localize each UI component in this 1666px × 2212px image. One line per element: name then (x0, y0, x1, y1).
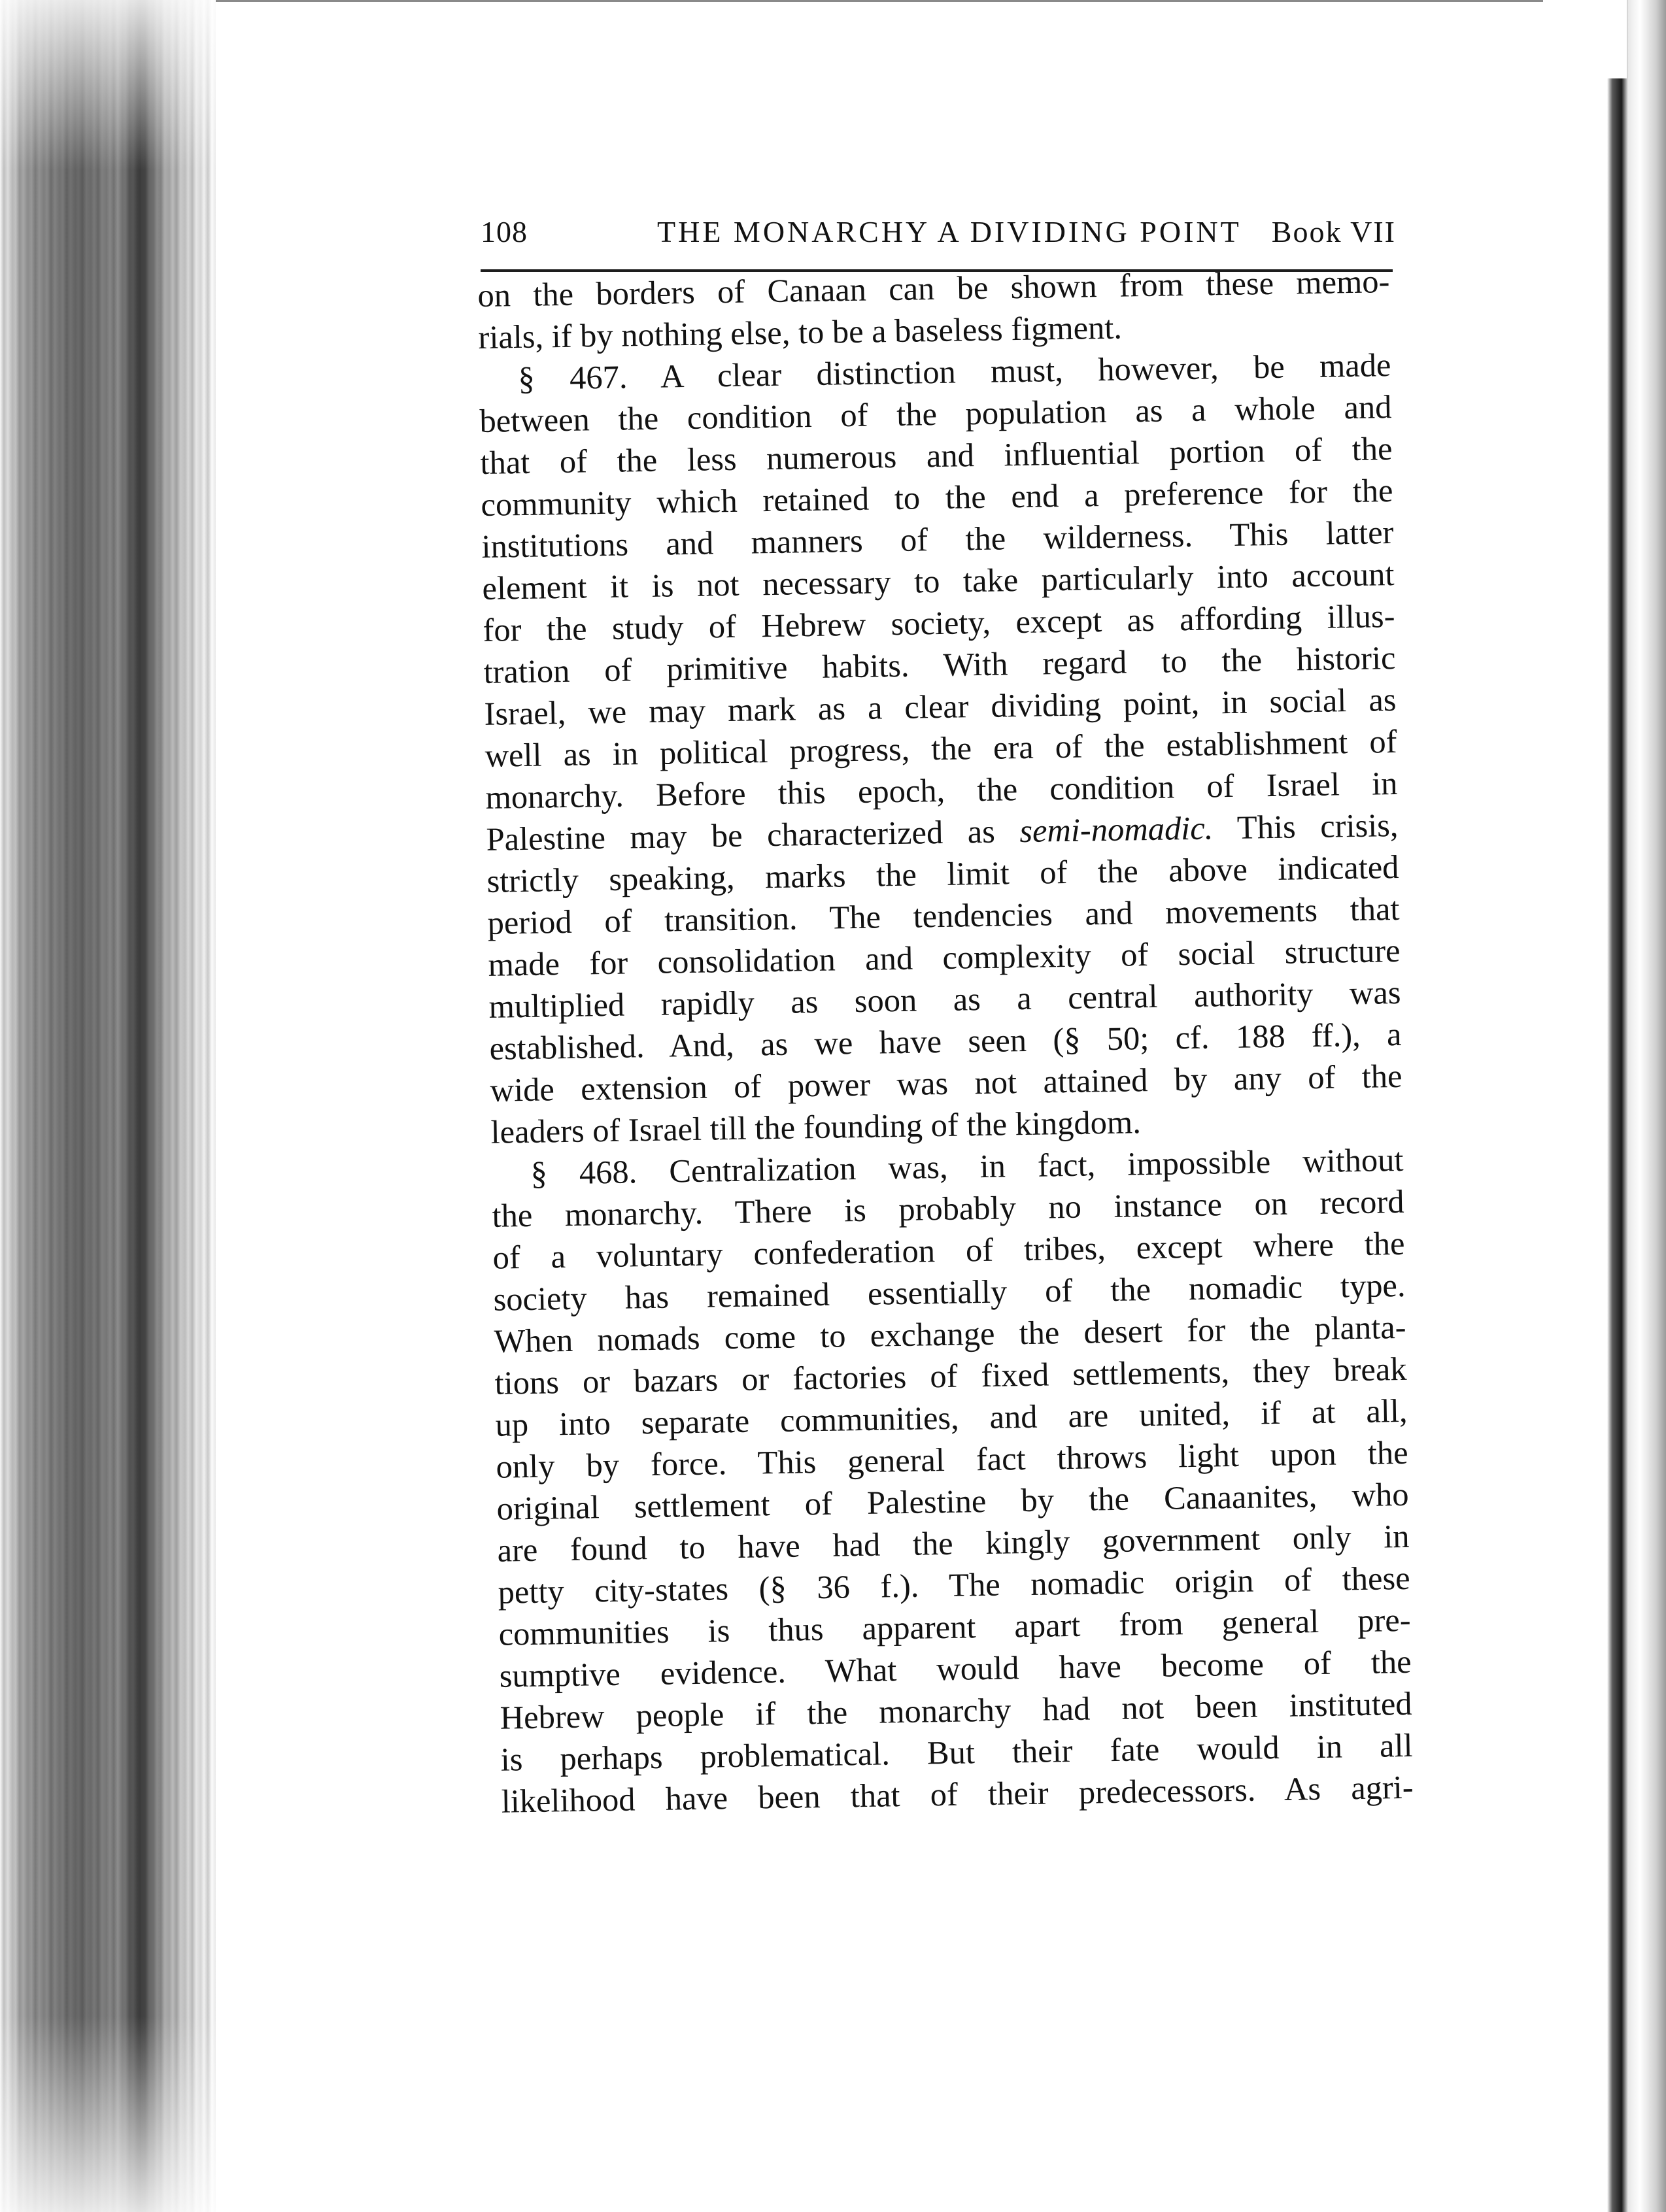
text-line: between the condition of the population as a whole and (479, 388, 1392, 439)
text-line: well as in political progress, the era of the establishment of (484, 723, 1397, 774)
text-line: rials, if by nothing else, to be a baseless figment. (478, 309, 1123, 356)
text-line: monarchy. Before this epoch, the condition of Israel in (485, 764, 1398, 816)
text-line: period of transition. The tendencies and movements that (487, 890, 1400, 941)
text-line: up into separate communities, and are united, if at all, (495, 1392, 1408, 1443)
text-line: likelihood have been that of their predecessors. As agri- (501, 1768, 1414, 1820)
text-line: tration of primitive habits. With regard to the historic (483, 639, 1396, 690)
page-number: 108 (481, 215, 528, 248)
text-segment: Palestine may be characterized as (486, 813, 1020, 858)
running-header (481, 214, 1396, 260)
text-line: original settlement of Palestine by the Canaanites, who (496, 1475, 1409, 1527)
text-line: When nomads come to exchange the desert for the planta- (494, 1308, 1406, 1360)
text-line: established. And, as we have seen (§ 50; cf. 188 ff.), a (489, 1015, 1402, 1067)
text-line: made for consolidation and complexity of social structure (488, 931, 1401, 983)
facing-page-edge (1542, 0, 1666, 2212)
text-line: Hebrew people if the monarchy had not been instituted (500, 1684, 1412, 1736)
text-line: for the study of Hebrew society, except as affording illus- (483, 597, 1395, 648)
paragraph-start-468: § 468. Centralization was, in fact, impossible without (530, 1141, 1404, 1192)
book-binding-gutter (0, 0, 216, 2212)
text-line: institutions and manners of the wilderness. This latter (481, 514, 1394, 565)
text-line: multiplied rapidly as soon as a central authority was (488, 973, 1401, 1025)
text-line: society has remained essentially of the nomadic type. (493, 1266, 1406, 1318)
text-line: element it is not necessary to take particularly into account (482, 556, 1395, 607)
text-line: community which retained to the end a preference for the (481, 472, 1393, 523)
text-line: strictly speaking, marks the limit of the above indicated (486, 848, 1399, 899)
text-line: tions or bazars or factories of fixed settlements, they break (494, 1350, 1407, 1401)
text-line: on the borders of Canaan can be shown from these memo- (477, 263, 1390, 314)
paragraph-start-467: § 467. A clear distinction must, however, be made (518, 346, 1391, 397)
italic-term: semi-nomadic. (1019, 809, 1214, 850)
book-label: Book VII (1271, 215, 1396, 248)
page-top-edge (216, 0, 1543, 2)
text-line: is perhaps problematical. But their fate would in all (500, 1726, 1413, 1778)
body-text (477, 260, 1414, 1822)
text-line: petty city-states (§ 36 f.). The nomadic origin of these (498, 1559, 1410, 1611)
gutter-highlight-bottom (0, 2016, 216, 2212)
text-line: of a voluntary confederation of tribes, except where the (492, 1224, 1405, 1276)
text-line: wide extension of power was not attained by any of the (490, 1057, 1402, 1109)
running-title: THE MONARCHY A DIVIDING POINT (657, 215, 1242, 248)
text-line: the monarchy. There is probably no instance on record (492, 1182, 1404, 1234)
text-line: are found to have had the kingly government only in (497, 1517, 1410, 1569)
gutter-highlight-top (0, 0, 216, 170)
text-line: that of the less numerous and influential portion of the (480, 430, 1393, 481)
text-segment: This crisis, (1212, 806, 1399, 846)
text-line: only by force. This general fact throws light upon the (496, 1433, 1408, 1485)
text-line: Israel, we may mark as a clear dividing point, in social as (484, 681, 1397, 732)
text-line: communities is thus apparent apart from general pre- (498, 1601, 1411, 1652)
text-line: leaders of Israel till the founding of the kingdom. (490, 1103, 1142, 1150)
facing-page-edge-gap (1588, 0, 1627, 78)
text-line: sumptive evidence. What would have become of the (499, 1643, 1412, 1694)
